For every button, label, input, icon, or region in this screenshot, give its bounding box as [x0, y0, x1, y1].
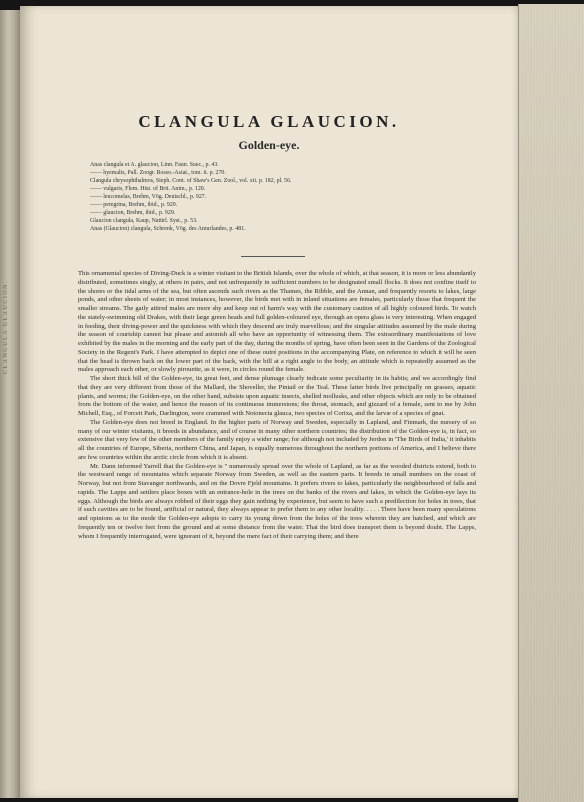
synonym-line: —— vulgaris, Flem. Hist. of Brit. Anim., p. 120.: [90, 186, 206, 192]
synonym-line: Clangula chrysophthalmos, Steph. Cont. of Shaw's Gen. Zool., vol. xii. p. 182, pl. 56.: [90, 178, 292, 184]
synonym-line: —— hyemalis, Pall. Zoogr. Rosso.-Asiat., tom. ii. p. 270.: [90, 170, 226, 176]
page-header: [20, 112, 518, 153]
synonym-line: Anas (Glaucion) clangula, Schrenk, Vög. des Amurlandes, p. 481.: [90, 226, 246, 232]
common-name: Golden-eye.: [238, 138, 300, 152]
synonym-line: Anas clangula et A. glaucion, Linn. Faun. Suec., p. 43.: [90, 162, 219, 168]
paragraph: This ornamental species of Diving-Duck is a winter visitant to the British Islands, over the whole of which, at that season, it is more or less abundantly distributed, sometimes singly, at others in pairs, and not unfrequently in sufficient numbers to be designated small flocks. It does not confine itself to the shores or the tidal arms of the sea, but often ascends such rivers as the Thames, the Ribble, and the Annan, and frequently resorts to lakes, large ponds, and other sheets of water; in most instances, however, the birds met with in inland situations are females, particularly those that frequent the smaller streams. The gaily attired males are more shy and keep out of harm's way with the customary caution of all highly coloured birds. To watch the stately-swimming old Drakes, with their large green heads and full golden-coloured eye, through an opera glass is very interesting. When engaged in feeding, their diving-power and the quickness with which they descend are truly marvellous; and the singular attitudes assumed by the male during the season of courtship cannot but please and astonish all who have an opportunity of witnessing them. The extraordinary manifestations of love exhibited by the males in the morning and the early part of the day, during the months of spring, have often been seen in the Gardens of the Zoological Society in the Regent's Park. I have attempted to depict one of these outré positions in the accompanying Plate, on reference to which it will be seen that the head is thrown back on the lower part of the back, with the bill at a right angle to the body, an attitude which is repeatedly assumed as the males approach each other, or slowly pirouette, as it were, in circles round the female.: [78, 270, 476, 374]
species-title: CLANGULA GLAUCION.: [138, 112, 400, 131]
paragraph: The short thick bill of the Golden-eye, its great feet, and dense plumage clearly indicate some peculiarity in its habits; and we accordingly find that they are very different from those of the Mallard, the Shoveller, the Pintail or the Teal. These latter birds live principally on grasses, aquatic plants, and worms; the Golden-eye, on the other hand, subsists upon aquatic insects, shelled mollusks, and other objects which are only to be obtained from the bottom of the water, and hence the reason of its continuous immersions; the throat, stomach, and gizzard of a female, sent to me by John Michell, Esq., of Forcett Park, Darlington, were crammed with Notonecta glauca, two species of Corixa, and the larvæ of a species of gnat.: [78, 375, 476, 417]
page-edges: [518, 4, 584, 802]
synonym-line: —— peregrina, Brehm, ibid., p. 929.: [90, 202, 178, 208]
body-text: [78, 270, 476, 541]
gutter: [0, 10, 20, 798]
section-divider: [241, 256, 305, 257]
paragraph: Mr. Dann informed Yarrell that the Golden-eye is " numerously spread over the whole of Lapland, as far as the wooded districts extend, both to the westward range of mountains which separate Norway from Sweden, as well as the eastern parts. It breeds in small numbers on the coast of Norway, but not from Stavanger northwards, and on the Dovre Fjeld mountains. It prefers rivers to lakes, particularly the neighbourhood of falls and rapids. The Lapps and settlers place boxes with an entrance-hole in the trees on the banks of the rivers and lakes, in which the Golden-eye lays its eggs. Although the birds are always robbed of their eggs they gain nothing by experience, but seem to have such a predilection for holes in trees, that if such cavities are to be found, artificial or natural, they always appear to prefer them to any other locality. . . . . There have been many speculations and opinions as to the mode the Golden-eye adopts to carry its young down from the holes of the trees wherein they are hatched, and which are frequently ten or twelve feet from the ground and at some distance from the water. That the bird does transport them is beyond doubt. The Lapps, whom I frequently interrogated, were ignorant of it, beyond the mere fact of their carrying them; and there: [78, 462, 476, 540]
paragraph: The Golden-eye does not breed in England. In the higher parts of Norway and Sweden, especially in Lapland, and Finmark, the nursery of so many of our winter visitants, it breeds in abundance, and of course in many other northern countries; the distribution of the Golden-eye is, in fact, so extensive that very few of the other members of the family enjoy a wider range; for although not included by Jerdon in 'The Birds of India,' it inhabits all the countries of Europe, Siberia, northern China, and Japan, is equally numerous throughout the northern portions of America, and I believe there are few countries within the arctic circle from which it is absent.: [78, 418, 476, 461]
synonym-line: —— glaucion, Brehm, ibid., p. 929.: [90, 210, 176, 216]
synonym-list: [90, 161, 490, 233]
synonym-line: —— leucomelas, Brehm, Vög. Deutschl., p. 927.: [90, 194, 207, 200]
gutter-running-head: CLANGULA GLAUCION.: [3, 280, 9, 374]
synonym-line: Glaucion clangula, Kaup, Natürl. Syst., p. 53.: [90, 218, 198, 224]
